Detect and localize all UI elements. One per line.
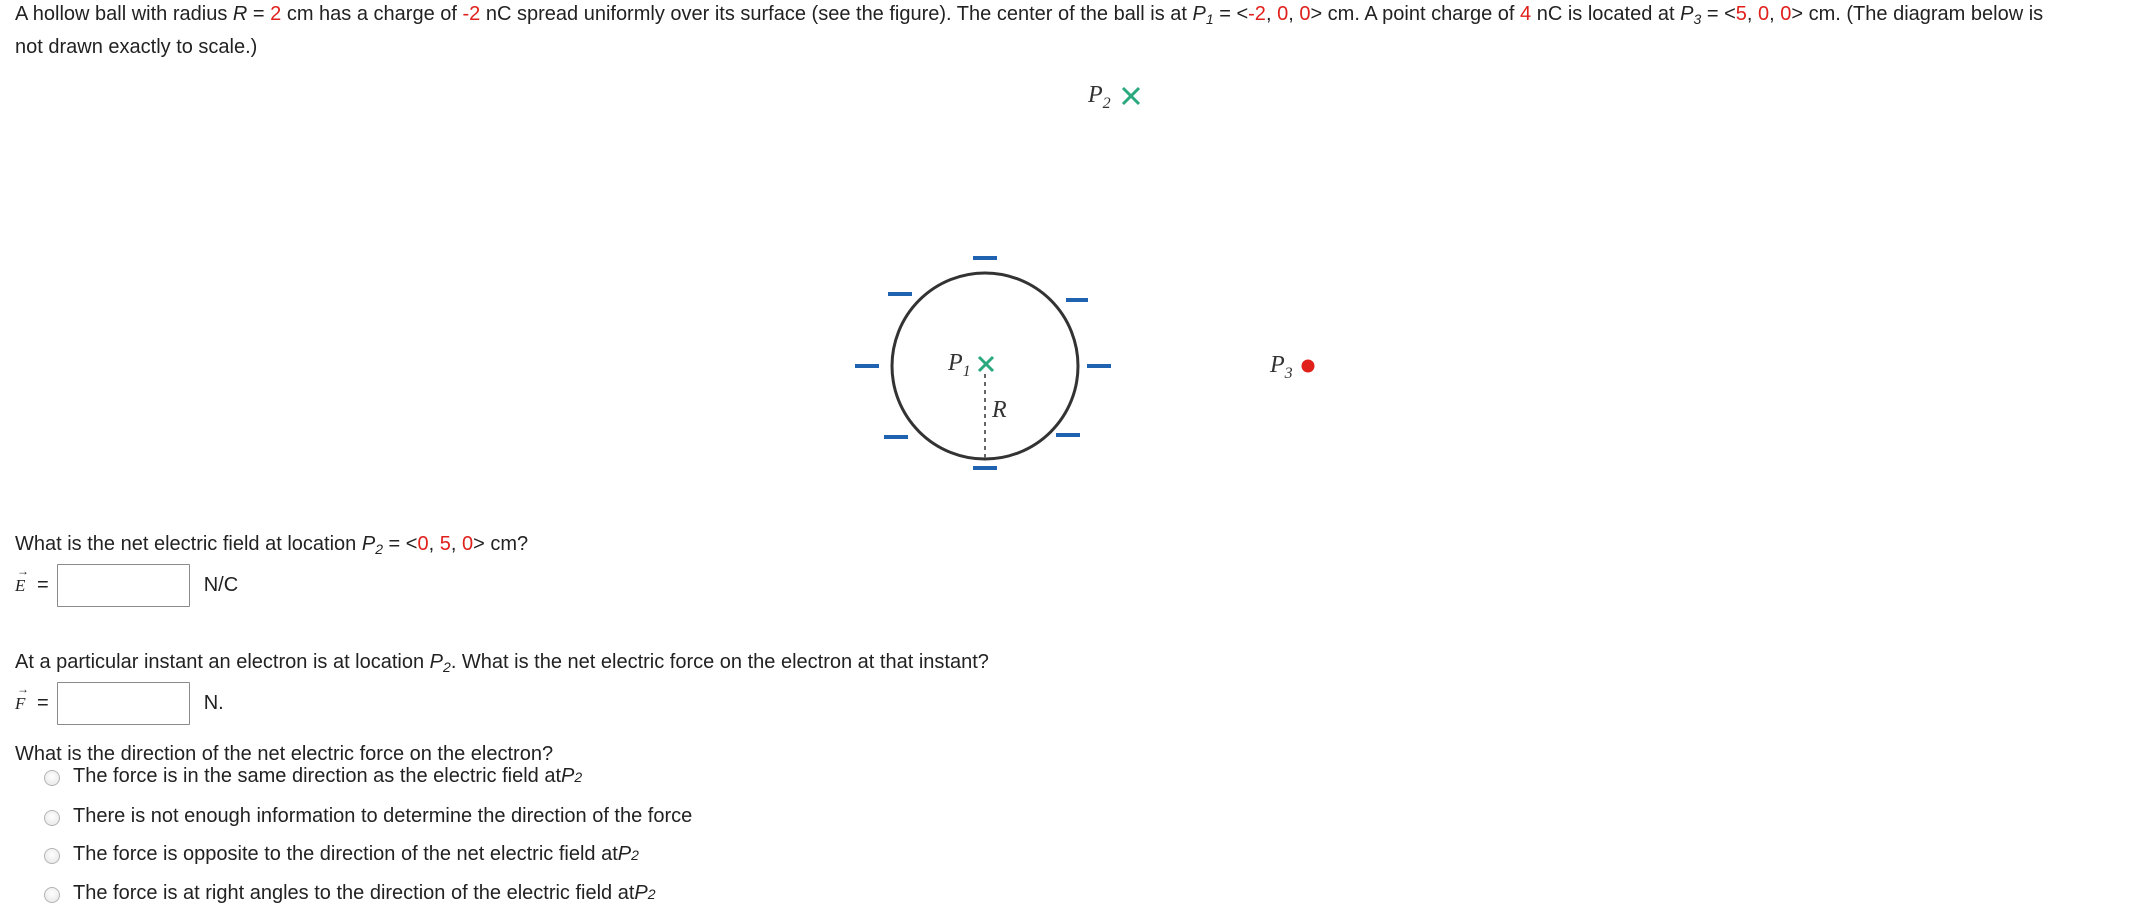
- question1-text: What is the net electric field at location $P_2 = <0$, 5, 0> cm?: [15, 533, 529, 557]
- radius-label: R: [992, 397, 1007, 423]
- p2-z: 0: [461, 533, 474, 555]
- p2-cross-icon: [1123, 88, 1139, 104]
- force-input[interactable]: [57, 682, 190, 725]
- radius-value: 2: [270, 3, 282, 25]
- radio-button[interactable]: [44, 887, 60, 903]
- electric-field-answer-row: → E = N/C: [15, 564, 238, 607]
- force-unit: N.: [203, 692, 224, 714]
- point-charge-dot: [1302, 360, 1315, 373]
- question3-text: What is the direction of the net electric force on the electron?: [15, 743, 554, 765]
- p3-x: 5: [1735, 3, 1747, 25]
- p1-label: $P_1$: [948, 350, 971, 380]
- p1-y: 0: [1277, 3, 1289, 25]
- p3-label: $P_3$: [1270, 352, 1293, 382]
- force-symbol: → F: [15, 681, 29, 713]
- p2-x: 0: [417, 533, 429, 555]
- p1-cross-icon: [979, 357, 993, 371]
- electric-field-unit: N/C: [203, 574, 239, 596]
- p1-z: 0: [1299, 3, 1311, 25]
- direction-option[interactable]: The force is in the same direction as the electric field at P 2: [44, 765, 582, 788]
- radio-button[interactable]: [44, 770, 60, 786]
- question2-text: At a particular instant an electron is at location $P_2$. What is the net electric force on the electron at that instant?: [15, 651, 989, 675]
- electric-field-input[interactable]: [57, 564, 190, 607]
- point-charge-value: 4: [1520, 3, 1532, 25]
- ball-charge-value: -2: [462, 3, 481, 25]
- radio-button[interactable]: [44, 810, 60, 826]
- problem-line-1: A hollow ball with radius R = 2 cm has a charge of -2 nC spread uniformly over its surface (see the figure). The center of the ball is at $P_1 = <-2$, 0, 0> cm. A point charge of 4 nC is located at $P_3 = <5$, 0, 0> cm. (The diagram below is: [15, 3, 2044, 27]
- direction-option[interactable]: There is not enough information to determine the direction of the force: [44, 805, 692, 828]
- problem-statement: [15, 0, 2152, 61]
- radio-button[interactable]: [44, 848, 60, 864]
- p3-y: 0: [1758, 3, 1770, 25]
- direction-option[interactable]: The force is opposite to the direction of the net electric field at P 2: [44, 843, 639, 866]
- p3-z: 0: [1780, 3, 1792, 25]
- p2-label: $P_2$: [1088, 82, 1111, 112]
- charge-diagram: [840, 70, 1360, 490]
- force-answer-row: → F = N.: [15, 682, 224, 725]
- problem-line-2: not drawn exactly to scale.): [15, 36, 258, 58]
- p2-y: 5: [439, 533, 451, 555]
- direction-option[interactable]: The force is at right angles to the direction of the electric field at P 2: [44, 882, 656, 905]
- p1-x: -2: [1248, 3, 1266, 25]
- electric-field-symbol: → E: [15, 563, 29, 595]
